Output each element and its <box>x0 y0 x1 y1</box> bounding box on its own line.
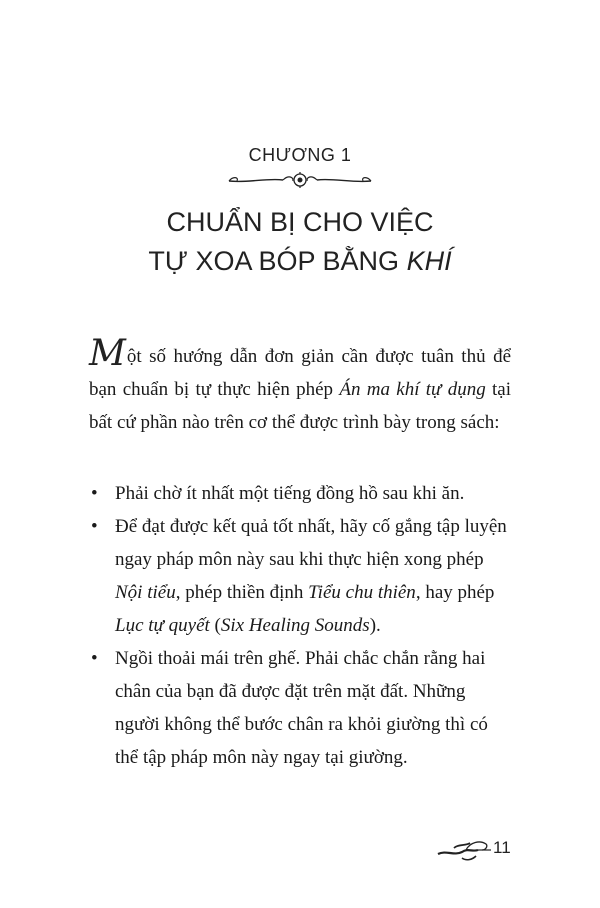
bullet-icon: • <box>91 648 98 669</box>
chapter-label: CHƯƠNG 1 <box>248 145 352 165</box>
list-item-text: Để đạt được kết quả tốt nhất, hãy cố gắng tập luyện ngay pháp môn này sau khi thực hiện xong phép <box>115 516 507 570</box>
chapter-title-line-2 <box>0 242 600 281</box>
list-item-italic: Six Healing Sounds <box>220 615 370 636</box>
bullet-icon: • <box>91 516 98 537</box>
list-item-text: ). <box>369 615 381 636</box>
body-text <box>89 333 512 774</box>
list-item <box>89 642 511 774</box>
list-item <box>89 477 511 510</box>
list-item-text: Phải chờ ít nhất một tiếng đồng hồ sau khi ăn. <box>115 483 465 504</box>
chapter-title-italic: KHÍ <box>406 246 452 276</box>
list-item <box>89 510 511 642</box>
list-item-text: , phép thiền định <box>175 582 309 603</box>
bullet-icon: • <box>91 483 98 504</box>
list-item-italic: Lục tự quyết <box>115 615 210 636</box>
list-item-text: Ngồi thoải mái trên ghế. Phải chắc chắn rằng hai chân của bạn đã được đặt trên mặt đất. Những người không thể bước chân ra khỏi giường thì có thể tập pháp môn này ngay tại giường. <box>115 648 488 768</box>
page-number-ornament-icon <box>436 834 526 864</box>
chapter-title-line-1: CHUẨN BỊ CHO VIỆC <box>166 207 434 237</box>
flourish-divider-icon <box>227 170 373 190</box>
list-item-italic: Nội tiểu <box>115 582 176 603</box>
intro-paragraph <box>89 333 512 439</box>
chapter-title <box>0 203 600 281</box>
chapter-title-text: TỰ XOA BÓP BẰNG <box>148 246 407 276</box>
drop-cap: M <box>89 333 126 374</box>
list-item-text: , hay phép <box>415 582 495 603</box>
instruction-list <box>89 477 511 774</box>
intro-italic-term: Án ma khí tự dụng <box>339 379 486 400</box>
page-number: 11 <box>493 838 511 857</box>
list-item-italic: Tiểu chu thiên <box>308 582 416 603</box>
list-item-text: ( <box>209 615 221 636</box>
intro-text: ột số hướng dẫn đơn giản cần được tuân thủ để bạn chuẩn bị tự thực hiện phép <box>89 346 511 400</box>
intro-text-end: tại bất cứ phần nào trên cơ thể được trình bày trong sách: <box>89 379 512 433</box>
